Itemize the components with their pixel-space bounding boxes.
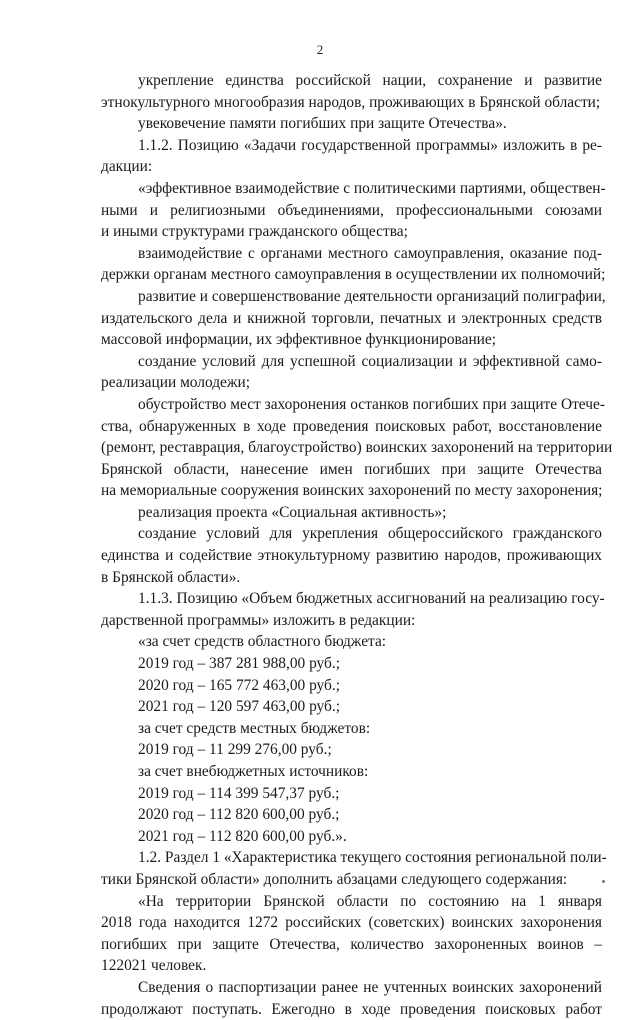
- document-body: [101, 70, 613, 1020]
- text-line: 1.2. Раздел 1 «Характеристика текущего состояния региональной поли-: [138, 849, 607, 867]
- text-line: реализации молодежи;: [101, 374, 251, 392]
- text-line: за счет внебюджетных источников:: [138, 763, 369, 780]
- text-line: на мемориальные сооружения воинских захоронений по месту захоронения;: [101, 482, 603, 500]
- text-line: 122021 человек.: [101, 957, 207, 975]
- text-line: в Брянской области».: [101, 568, 241, 586]
- page-number: 2: [316, 42, 324, 57]
- text-line: Сведения о паспортизации ранее не учтенных воинских захоронений: [138, 978, 602, 996]
- text-line: за счет средств местных бюджетов:: [138, 719, 371, 737]
- text-line: «На территории Брянской области по состоянию на 1 января: [138, 892, 602, 910]
- text-line: взаимодействие с органами местного самоуправления, оказание под-: [138, 244, 602, 262]
- text-line: 2019 год – 114 399 547,37 руб.;: [138, 784, 340, 802]
- text-line: 2019 год – 11 299 276,00 руб.;: [138, 741, 332, 759]
- text-line: дакции:: [101, 158, 153, 176]
- text-line: реализация проекта «Социальная активность»;: [138, 503, 447, 521]
- text-line: Брянской области, нанесение имен погибших при защите Отечества: [101, 460, 602, 478]
- text-line: единства и содействие этнокультурному развитию народов, проживающих: [101, 547, 602, 565]
- text-line: 2020 год – 112 820 600,00 руб.;: [138, 806, 340, 824]
- text-line: «за счет средств областного бюджета:: [138, 633, 387, 651]
- text-line: развитие и совершенствование деятельности организаций полиграфии,: [138, 287, 606, 305]
- text-line: ными и религиозными объединениями, профессиональными союзами: [101, 201, 602, 219]
- text-line: 2020 год – 165 772 463,00 руб.;: [138, 676, 341, 694]
- text-line: создание условий для укрепления общероссийского гражданского: [138, 525, 602, 543]
- text-line: (ремонт, реставрация, благоустройство) воинских захоронений на территории: [101, 439, 613, 457]
- text-line: продолжают поступать. Ежегодно в ходе проведения поисковых работ: [101, 1000, 602, 1018]
- text-line: 2021 год – 120 597 463,00 руб.;: [138, 698, 341, 716]
- text-line: укрепление единства российской нации, сохранение и развитие: [138, 72, 602, 89]
- text-line: 2018 года находится 1272 российских (советских) воинских захоронения: [101, 914, 602, 932]
- text-line: дарственной программы» изложить в редакции:: [101, 611, 416, 629]
- text-line: 2019 год – 387 281 988,00 руб.;: [138, 655, 341, 673]
- text-line: держки органам местного самоуправления в осуществлении их полномочий;: [101, 266, 606, 284]
- scan-speck: [602, 880, 605, 883]
- text-line: обустройство мест захоронения останков погибших при защите Отече-: [138, 395, 605, 413]
- text-line: тики Брянской области» дополнить абзацами следующего содержания:: [101, 870, 568, 888]
- text-line: этнокультурного многообразия народов, проживающих в Брянской области;: [101, 93, 601, 111]
- text-line: создание условий для успешной социализации и эффективной само-: [138, 352, 602, 370]
- text-line: 1.1.3. Позицию «Объем бюджетных ассигнований на реализацию госу-: [138, 590, 605, 608]
- text-line: 2021 год – 112 820 600,00 руб.».: [138, 827, 347, 845]
- text-line: издательского дела и книжной торговли, печатных и электронных средств: [101, 309, 602, 327]
- text-line: «эффективное взаимодействие с политическими партиями, обществен-: [138, 179, 606, 197]
- text-line: увековечение памяти погибших при защите Отечества».: [138, 115, 507, 133]
- text-line: погибших при защите Отечества, количество захороненных воинов –: [101, 935, 602, 953]
- text-line: массовой информации, их эффективное функционирование;: [101, 331, 497, 349]
- text-line: ства, обнаруженных в ходе проведения поисковых работ, восстановление: [101, 417, 602, 435]
- text-line: 1.1.2. Позицию «Задачи государственной программы» изложить в ре-: [138, 136, 602, 154]
- text-line: и иными структурами гражданского общества;: [101, 223, 408, 241]
